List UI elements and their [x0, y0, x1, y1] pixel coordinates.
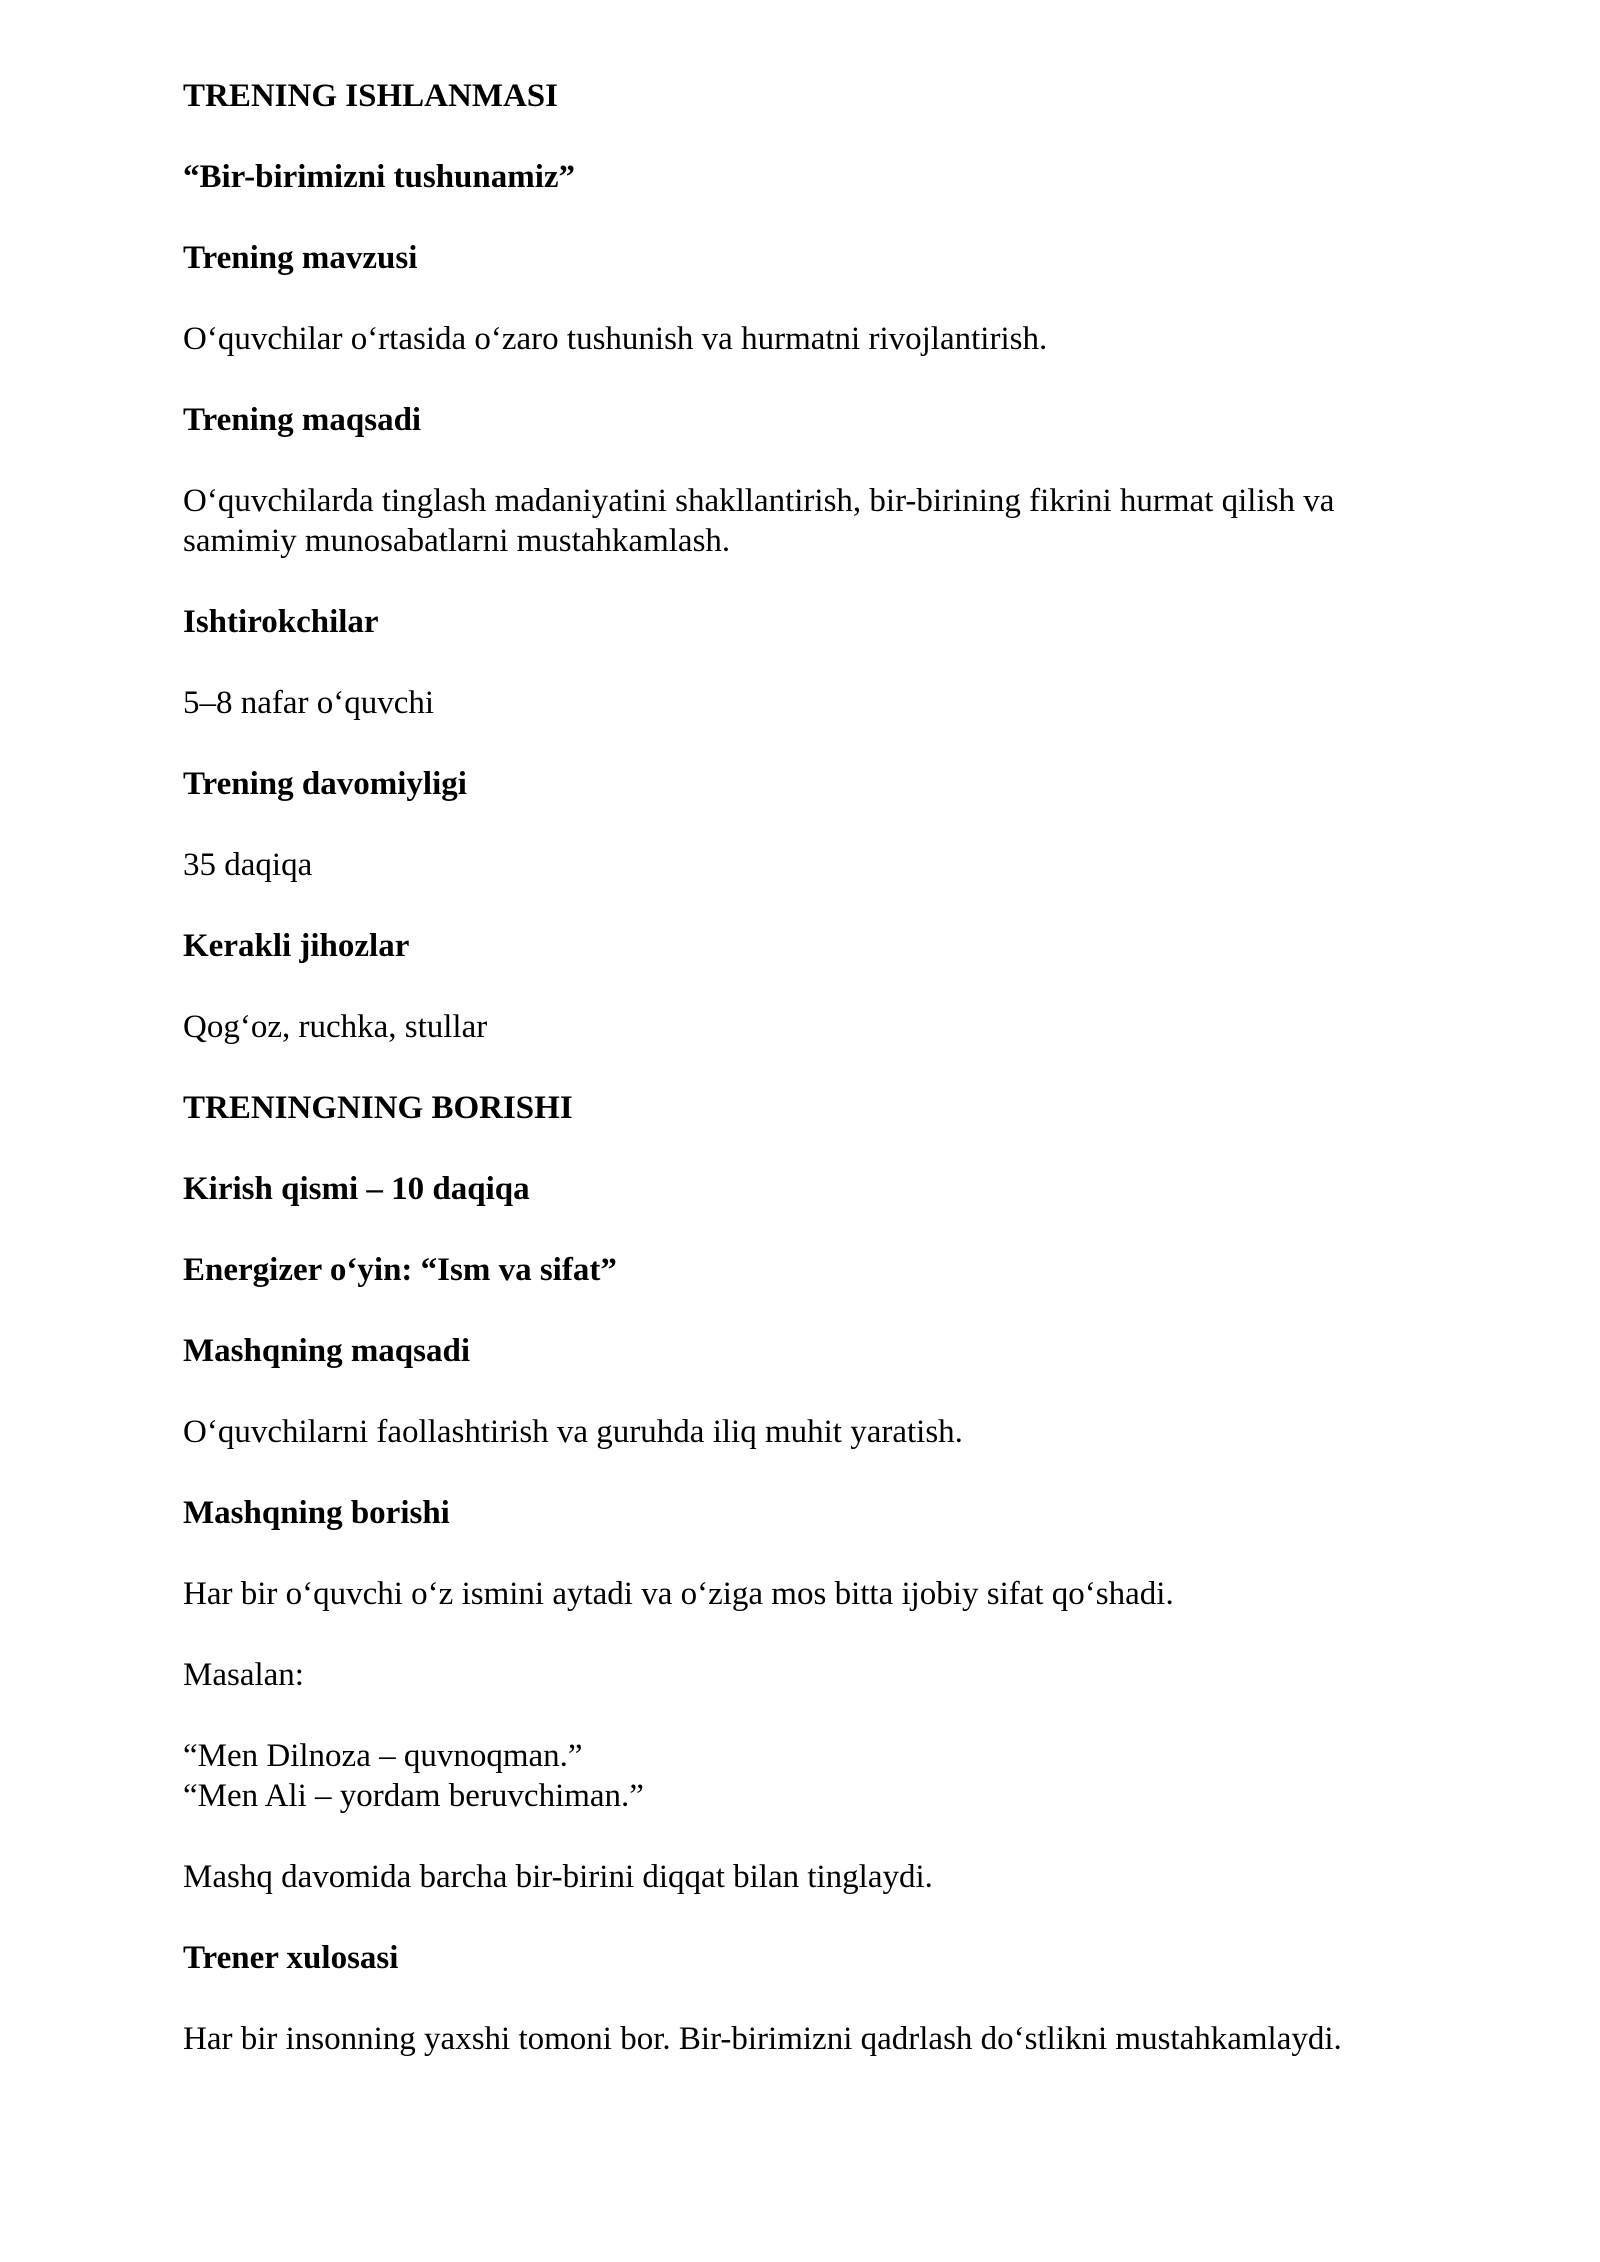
- exercise-note: Mashq davomida barcha bir-birini diqqat bilan tinglaydi.: [183, 1859, 933, 1895]
- document-subtitle: “Bir-birimizni tushunamiz”: [183, 159, 576, 195]
- example-label: Masalan:: [183, 1657, 304, 1693]
- goal-text-line: samimiy munosabatlarni mustahkamlash.: [183, 523, 731, 559]
- conclusion-heading: Trener xulosasi: [183, 1940, 399, 1976]
- exercise-process-text: Har bir o‘quvchi o‘z ismini aytadi va o‘ziga mos bitta ijobiy sifat qo‘shadi.: [183, 1576, 1174, 1612]
- document-title: TRENING ISHLANMASI: [183, 78, 558, 114]
- topic-text: O‘quvchilar o‘rtasida o‘zaro tushunish va hurmatni rivojlantirish.: [183, 321, 1048, 357]
- example-line: “Men Dilnoza – quvnoqman.”: [183, 1738, 583, 1774]
- materials-text: Qog‘oz, ruchka, stullar: [183, 1009, 488, 1045]
- document-page: [183, 76, 1423, 2100]
- examples: [183, 1736, 1423, 1816]
- energizer-heading: Energizer o‘yin: “Ism va sifat”: [183, 1252, 617, 1288]
- exercise-goal-text: O‘quvchilarni faollashtirish va guruhda iliq muhit yaratish.: [183, 1414, 963, 1450]
- participants-heading: Ishtirokchilar: [183, 604, 379, 640]
- goal-text-line: O‘quvchilarda tinglash madaniyatini shakllantirish, bir-birining fikrini hurmat qilish va: [183, 483, 1335, 519]
- example-line: “Men Ali – yordam beruvchiman.”: [183, 1778, 644, 1814]
- materials-heading: Kerakli jihozlar: [183, 928, 410, 964]
- participants-text: 5–8 nafar o‘quvchi: [183, 685, 435, 721]
- exercise-goal-heading: Mashqning maqsadi: [183, 1333, 471, 1369]
- conclusion-text: Har bir insonning yaxshi tomoni bor. Bir-birimizni qadrlash do‘stlikni mustahkamlaydi.: [183, 2021, 1342, 2057]
- duration-text: 35 daqiqa: [183, 847, 313, 883]
- topic-heading: Trening mavzusi: [183, 240, 418, 276]
- exercise-process-heading: Mashqning borishi: [183, 1495, 450, 1531]
- process-heading: TRENINGNING BORISHI: [183, 1090, 573, 1126]
- goal-text: [183, 481, 1423, 561]
- duration-heading: Trening davomiyligi: [183, 766, 467, 802]
- intro-heading: Kirish qismi – 10 daqiqa: [183, 1171, 530, 1207]
- goal-heading: Trening maqsadi: [183, 402, 422, 438]
